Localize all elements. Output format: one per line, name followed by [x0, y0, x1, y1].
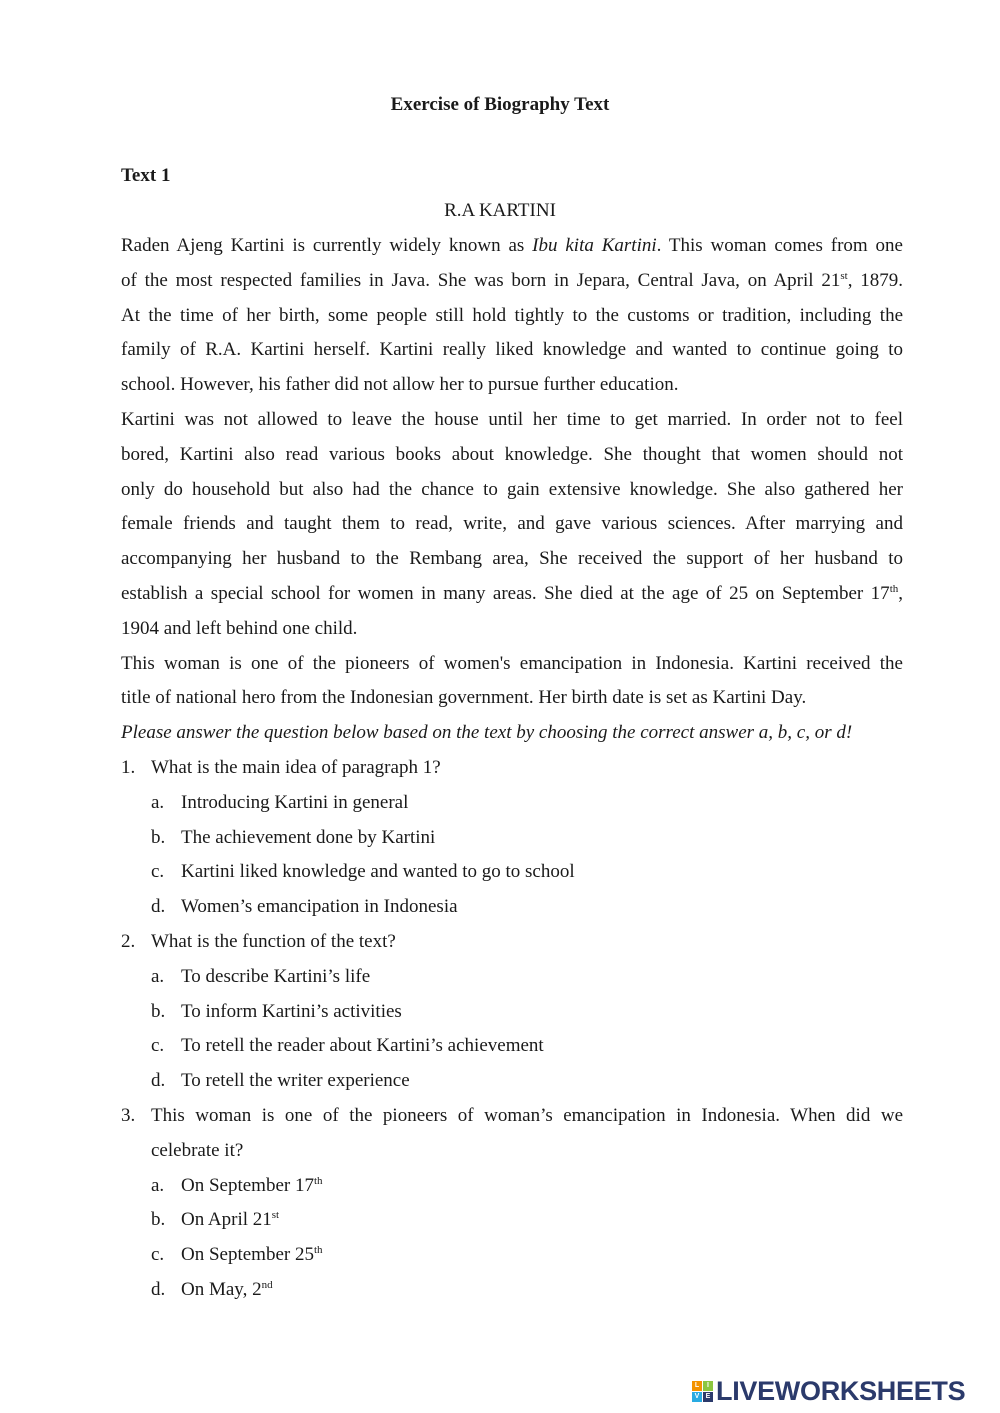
option-text: On April 21	[181, 1209, 272, 1231]
paragraph-1-line: family of R.A. Kartini herself. Kartini really liked knowledge and wanted to continue going to	[121, 339, 903, 361]
option-text: Kartini liked knowledge and wanted to go to school	[181, 861, 575, 883]
instruction: Please answer the question below based on the text by choosing the correct answer a, b, c, or d!	[121, 722, 853, 744]
question-2	[121, 925, 903, 960]
logo-tile: V	[692, 1392, 702, 1402]
ordinal-suffix: st	[271, 1209, 280, 1222]
paragraph-text: of the most respected families in Java. She was born in Jepara, Central Java, on April 21	[121, 269, 841, 291]
option-text: On May, 2	[181, 1278, 262, 1300]
logo-tile: L	[692, 1381, 702, 1391]
answer-option[interactable]	[121, 995, 903, 1030]
answer-option[interactable]	[121, 1169, 903, 1204]
logo-tile: I	[703, 1381, 713, 1391]
answer-option[interactable]	[121, 1203, 903, 1238]
question-number: 3.	[121, 1104, 136, 1126]
paragraph-text: establish a special school for women in many areas. She died at the age of 25 on September 17	[121, 582, 890, 604]
question-text: This woman is one of the pioneers of woman’s emancipation in Indonesia. When did we	[151, 1104, 903, 1126]
answer-option[interactable]	[121, 960, 903, 995]
answer-option[interactable]	[121, 890, 903, 925]
paragraph-text: , 1879.	[847, 269, 903, 291]
paragraph-text: . This woman comes from one	[656, 235, 903, 256]
option-letter: d.	[151, 896, 166, 918]
answer-option[interactable]	[121, 1064, 903, 1099]
option-text: Women’s emancipation in Indonesia	[181, 896, 458, 918]
paragraph-1-line: school. However, his father did not allow her to pursue further education.	[121, 374, 679, 396]
italic-name: Ibu kita Kartini	[532, 235, 657, 256]
option-text: On September 17	[181, 1174, 314, 1196]
option-text: To inform Kartini’s activities	[181, 1000, 402, 1022]
option-letter: b.	[151, 826, 166, 848]
logo-tile: E	[703, 1392, 713, 1402]
question-3-continued	[121, 1134, 903, 1169]
paragraph-2-line: only do household but also had the chance to gain extensive knowledge. She also gathered her	[121, 478, 903, 500]
worksheet-body	[121, 229, 903, 1308]
paragraph-1-line	[121, 264, 903, 299]
paragraph-1-line: At the time of her birth, some people still hold tightly to the customs or tradition, including the	[121, 304, 903, 326]
answer-option[interactable]	[121, 855, 903, 890]
answer-option[interactable]	[121, 1238, 903, 1273]
paragraph-2-line: bored, Kartini also read various books about knowledge. She thought that women should not	[121, 443, 903, 465]
logo-text: LIVEWORKSHEETS	[716, 1375, 966, 1406]
paragraph-2-line: 1904 and left behind one child.	[121, 617, 358, 639]
question-number: 1.	[121, 756, 136, 778]
question-3	[121, 1099, 903, 1134]
paragraph-2-line	[121, 577, 903, 612]
option-letter: d.	[151, 1070, 166, 1092]
option-letter: c.	[151, 861, 165, 883]
paragraph-2-line: accompanying her husband to the Rembang area, She received the support of her husband to	[121, 548, 903, 570]
option-letter: d.	[151, 1278, 166, 1300]
page-title: Exercise of Biography Text	[390, 94, 610, 115]
liveworksheets-logo[interactable]	[692, 1374, 965, 1408]
question-number: 2.	[121, 930, 136, 952]
question-1	[121, 751, 903, 786]
answer-option[interactable]	[121, 821, 903, 856]
option-letter: a.	[151, 1174, 165, 1196]
liveworksheets-logo-icon	[692, 1381, 713, 1402]
option-text: The achievement done by Kartini	[181, 826, 436, 848]
option-text: To retell the reader about Kartini’s achievement	[181, 1035, 544, 1057]
option-letter: c.	[151, 1244, 165, 1266]
paragraph-2-line: female friends and taught them to read, write, and gave various sciences. After marrying and	[121, 513, 903, 535]
ordinal-suffix: th	[313, 1244, 323, 1257]
question-text: What is the main idea of paragraph 1?	[151, 756, 441, 778]
question-text: celebrate it?	[151, 1139, 244, 1161]
paragraph-3-line: This woman is one of the pioneers of women's emancipation in Indonesia. Kartini received the	[121, 652, 903, 674]
ordinal-suffix: th	[889, 582, 899, 595]
option-letter: a.	[151, 965, 165, 987]
section-label: Text 1	[121, 165, 171, 186]
answer-option[interactable]	[121, 1273, 903, 1308]
option-letter: c.	[151, 1035, 165, 1057]
option-text: Introducing Kartini in general	[181, 791, 409, 813]
paragraph-3-line: title of national hero from the Indonesian government. Her birth date is set as Kartini Day.	[121, 687, 807, 709]
option-letter: b.	[151, 1209, 166, 1231]
question-text: What is the function of the text?	[151, 930, 396, 952]
paragraph-text: Raden Ajeng Kartini is currently widely known as	[121, 235, 533, 256]
answer-option[interactable]	[121, 1029, 903, 1064]
paragraph-1-line	[121, 229, 903, 264]
option-text: To describe Kartini’s life	[181, 965, 371, 987]
ordinal-suffix: nd	[261, 1278, 273, 1291]
option-text: On September 25	[181, 1244, 314, 1266]
option-letter: b.	[151, 1000, 166, 1022]
option-text: To retell the writer experience	[181, 1070, 410, 1092]
option-letter: a.	[151, 791, 165, 813]
ordinal-suffix: th	[313, 1174, 323, 1187]
text-heading: R.A KARTINI	[444, 200, 556, 221]
paragraph-2-line: Kartini was not allowed to leave the house until her time to get married. In order not to feel	[121, 408, 903, 430]
paragraph-text: ,	[898, 582, 903, 604]
ordinal-suffix: st	[840, 269, 848, 282]
answer-option[interactable]	[121, 786, 903, 821]
